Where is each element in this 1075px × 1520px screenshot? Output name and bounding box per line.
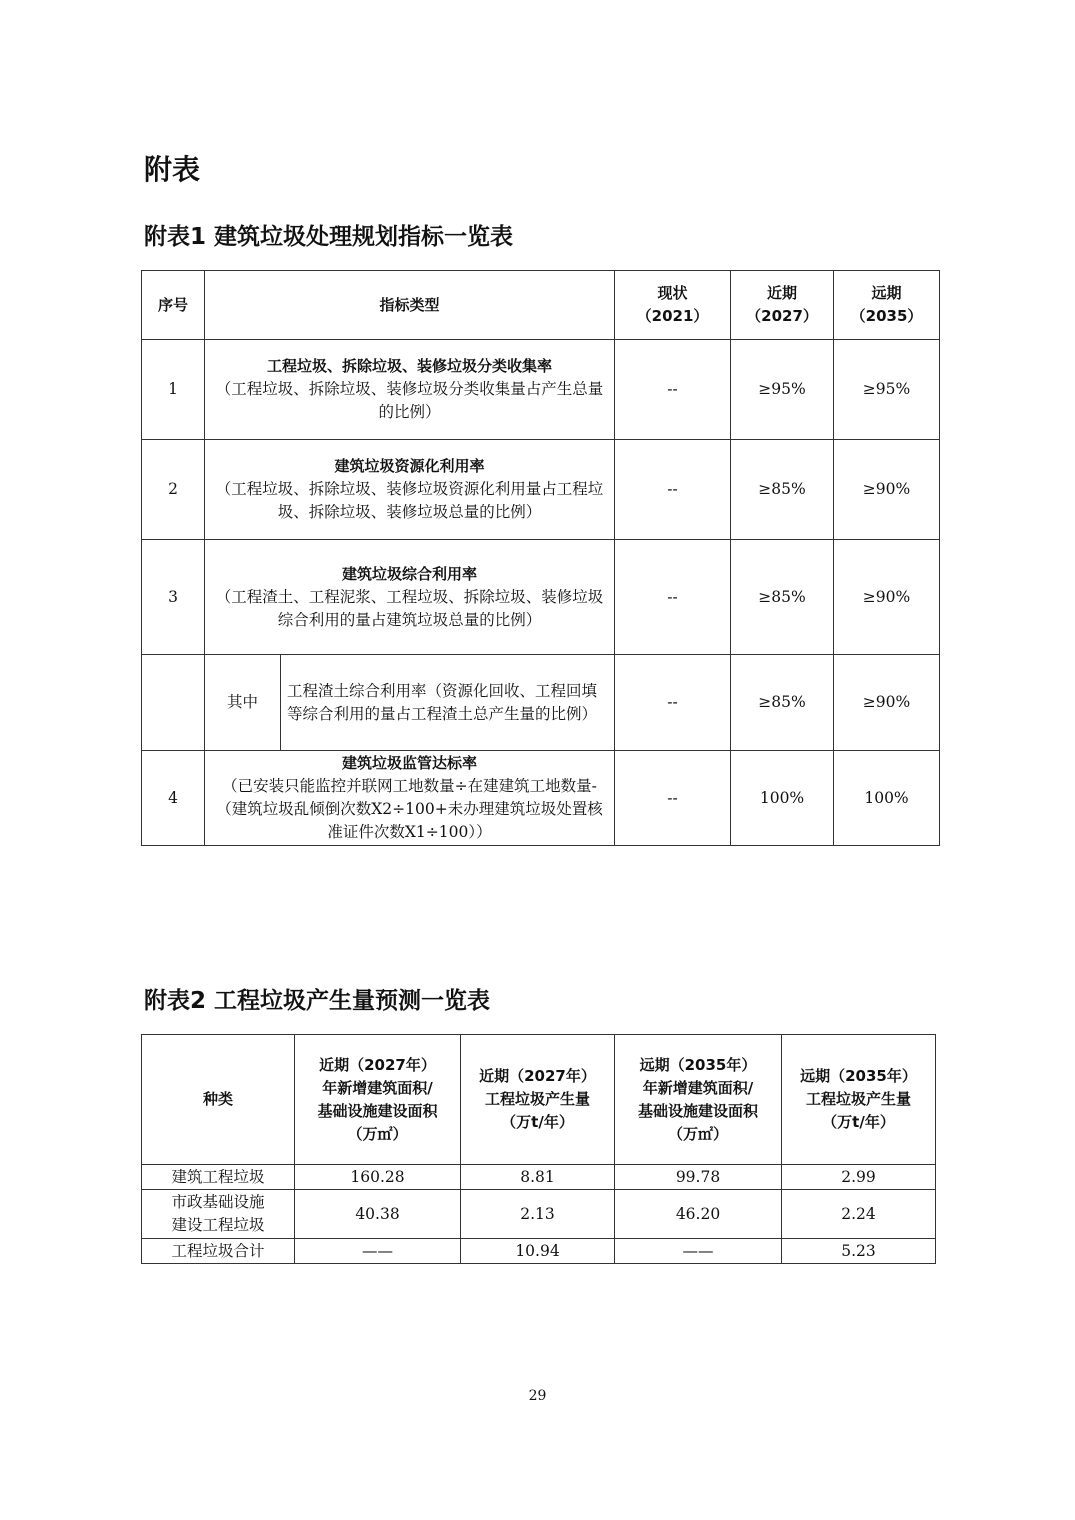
row-no: 4 <box>142 751 205 846</box>
indicator-desc: （工程垃圾、拆除垃圾、装修垃圾资源化利用量占工程垃圾、拆除垃圾、装修垃圾总量的比例） <box>215 480 604 521</box>
value-far: ≥90% <box>834 540 940 655</box>
value-current: -- <box>615 655 731 751</box>
table-row <box>142 1190 936 1239</box>
indicator-desc: （工程渣土、工程泥浆、工程垃圾、拆除垃圾、装修垃圾综合利用的量占建筑垃圾总量的比例） <box>215 587 604 629</box>
value-far: ≥95% <box>834 340 940 440</box>
page-heading: 附表 <box>144 153 201 186</box>
subrow-label: 其中 <box>205 655 281 751</box>
value-current: -- <box>615 540 731 655</box>
value-cell: 2.24 <box>782 1190 936 1239</box>
table1-planning-indicators <box>141 270 940 846</box>
value-cell: 2.99 <box>782 1165 936 1190</box>
subrow-desc: 工程渣土综合利用率（资源化回收、工程回填等综合利用的量占工程渣土总产生量的比例） <box>281 655 615 751</box>
table1-header-row <box>142 271 940 340</box>
empty-cell <box>142 655 205 751</box>
header-near-area: 近期（2027年） 年新增建筑面积/ 基础设施建设面积 （万㎡） <box>295 1035 461 1165</box>
value-current: -- <box>615 440 731 540</box>
value-cell: 99.78 <box>615 1165 782 1190</box>
value-cell: 5.23 <box>782 1239 936 1264</box>
table1-title: 附表1 建筑垃圾处理规划指标一览表 <box>144 224 514 250</box>
value-near: ≥85% <box>731 540 834 655</box>
row-no: 2 <box>142 440 205 540</box>
value-far: ≥90% <box>834 655 940 751</box>
header-no: 序号 <box>142 271 205 340</box>
value-cell: 10.94 <box>461 1239 615 1264</box>
table-subrow <box>142 655 940 751</box>
value-near: ≥85% <box>731 655 834 751</box>
value-current: -- <box>615 751 731 846</box>
row-no: 1 <box>142 340 205 440</box>
indicator-cell <box>205 751 615 846</box>
value-cell: 46.20 <box>615 1190 782 1239</box>
table-row <box>142 340 940 440</box>
page-number: 29 <box>528 1388 547 1404</box>
table-row <box>142 1165 936 1190</box>
value-cell: 2.13 <box>461 1190 615 1239</box>
row-no: 3 <box>142 540 205 655</box>
indicator-cell <box>205 340 615 440</box>
header-near-waste: 近期（2027年） 工程垃圾产生量 （万t/年） <box>461 1035 615 1165</box>
indicator-name: 建筑垃圾监管达标率 <box>342 754 478 772</box>
indicator-name: 建筑垃圾综合利用率 <box>342 564 478 583</box>
table-row <box>142 440 940 540</box>
kind-cell: 建筑工程垃圾 <box>142 1165 295 1190</box>
table-row <box>142 1239 936 1264</box>
value-cell: 8.81 <box>461 1165 615 1190</box>
value-near: 100% <box>731 751 834 846</box>
value-far: ≥90% <box>834 440 940 540</box>
kind-cell: 工程垃圾合计 <box>142 1239 295 1264</box>
table2-title: 附表2 工程垃圾产生量预测一览表 <box>144 988 491 1014</box>
header-near: 近期 （2027） <box>731 271 834 340</box>
table-row <box>142 540 940 655</box>
value-cell: 160.28 <box>295 1165 461 1190</box>
header-kind: 种类 <box>142 1035 295 1165</box>
header-current: 现状 （2021） <box>615 271 731 340</box>
value-cell: 40.38 <box>295 1190 461 1239</box>
value-near: ≥95% <box>731 340 834 440</box>
table-row <box>142 751 940 846</box>
indicator-desc: （已安装只能监控并联网工地数量÷在建建筑工地数量-（建筑垃圾乱倾倒次数X2÷100+未办理建筑垃圾处置核准证件次数X1÷100）） <box>216 777 603 841</box>
kind-cell: 市政基础设施 建设工程垃圾 <box>142 1190 295 1239</box>
value-near: ≥85% <box>731 440 834 540</box>
header-type: 指标类型 <box>205 271 615 340</box>
header-far-area: 远期（2035年） 年新增建筑面积/ 基础设施建设面积 （万㎡） <box>615 1035 782 1165</box>
indicator-desc: （工程垃圾、拆除垃圾、装修垃圾分类收集量占产生总量的比例） <box>215 380 604 421</box>
value-current: -- <box>615 340 731 440</box>
header-far: 远期 （2035） <box>834 271 940 340</box>
header-far-waste: 远期（2035年） 工程垃圾产生量 （万t/年） <box>782 1035 936 1165</box>
value-cell: —— <box>295 1239 461 1264</box>
value-cell: —— <box>615 1239 782 1264</box>
indicator-cell <box>205 440 615 540</box>
indicator-name: 建筑垃圾资源化利用率 <box>334 457 485 475</box>
indicator-cell <box>205 540 615 655</box>
table2-header-row <box>142 1035 936 1165</box>
value-far: 100% <box>834 751 940 846</box>
indicator-name: 工程垃圾、拆除垃圾、装修垃圾分类收集率 <box>267 357 553 375</box>
table2-waste-forecast <box>141 1034 936 1264</box>
